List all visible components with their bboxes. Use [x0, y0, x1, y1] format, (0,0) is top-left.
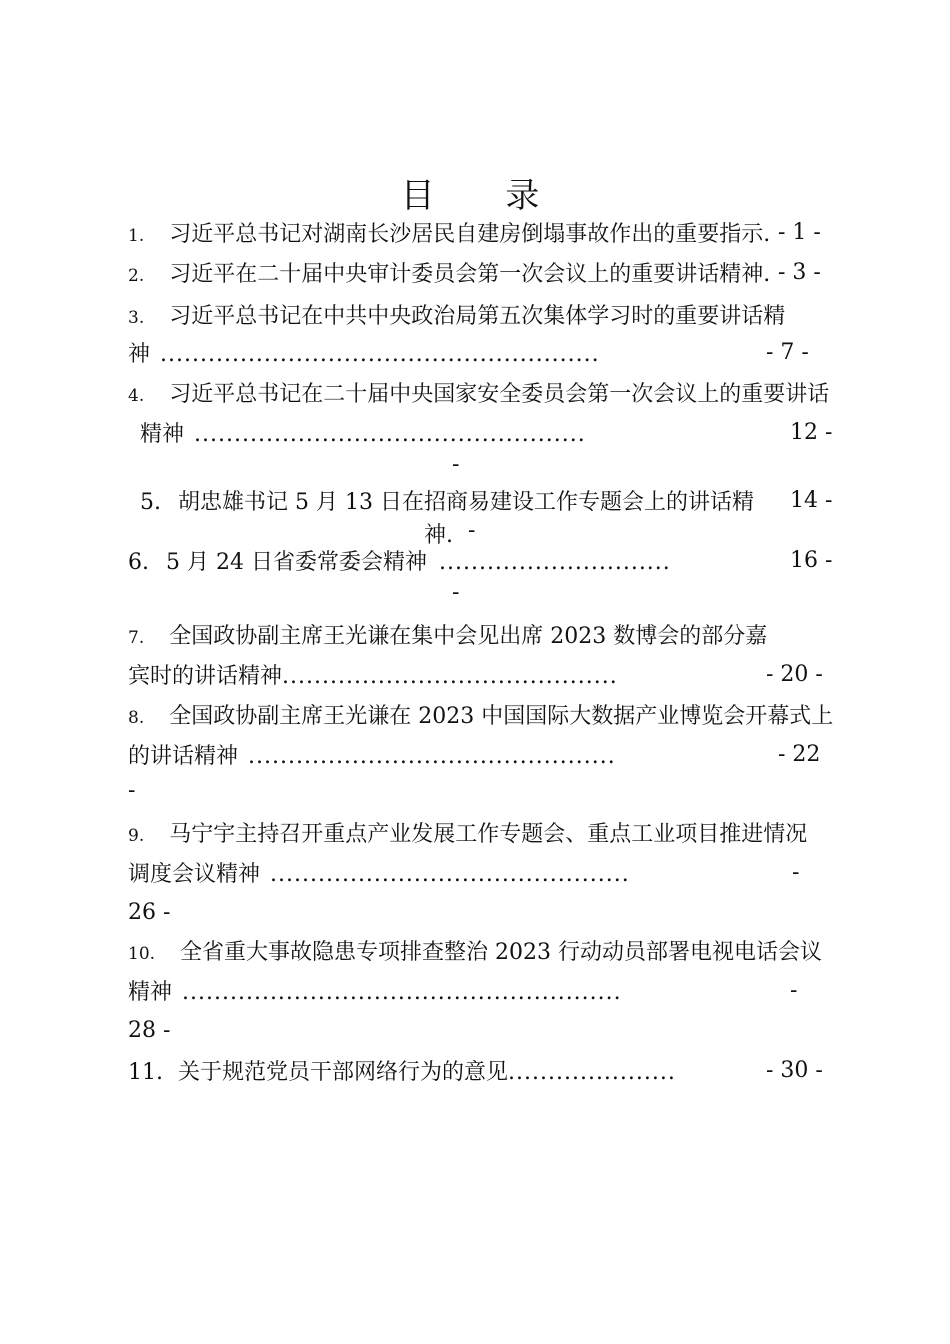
- toc-item-text: 习近平在二十届中央审计委员会第一次会议上的重要讲话精神.: [169, 262, 771, 287]
- toc-item-page: 12 -: [790, 420, 833, 445]
- toc-item-num: 10.: [128, 944, 156, 964]
- toc-item-continuation: 精神 .......................................................: [128, 980, 622, 1005]
- toc-item-2[interactable]: [128, 260, 770, 291]
- toc-item-continuation: 调度会议精神 .............................................: [128, 862, 630, 887]
- toc-item-page: - 1 -: [778, 220, 821, 245]
- toc-item-continuation: 神.: [424, 523, 453, 548]
- toc-item-10[interactable]: [128, 938, 822, 969]
- toc-item-5[interactable]: [140, 488, 754, 518]
- toc-item-page: 16 -: [790, 548, 833, 573]
- toc-item-num: 1.: [128, 226, 145, 246]
- toc-item-11[interactable]: 11. 关于规范党员干部网络行为的意见.....................: [128, 1060, 676, 1085]
- toc-item-num: 11.: [128, 1060, 163, 1085]
- toc-item-continuation: 精神 .................................................: [140, 422, 586, 447]
- toc-item-page: -: [790, 978, 798, 1003]
- toc-item-continuation: 的讲话精神 ..............................................: [128, 744, 616, 769]
- toc-item-6[interactable]: 6. 5 月 24 日省委常委会精神 .............................: [128, 550, 671, 575]
- toc-item-4[interactable]: [128, 380, 829, 411]
- toc-item-8[interactable]: [128, 702, 833, 733]
- toc-item-text: 全省重大事故隐患专项排查整治 2023 行动动员部署电视电话会议: [180, 940, 823, 965]
- toc-item-text: 习近平总书记对湖南长沙居民自建房倒塌事故作出的重要指示.: [169, 222, 771, 247]
- toc-item-page: - 7 -: [766, 340, 809, 365]
- toc-title: 目 录: [400, 176, 570, 216]
- toc-item-page-tail: -: [128, 778, 136, 803]
- toc-item-page: - 3 -: [778, 260, 821, 285]
- toc-item-text: 5 月 24 日省委常委会精神: [166, 550, 427, 575]
- toc-item-text: 关于规范党员干部网络行为的意见: [178, 1060, 509, 1085]
- toc-item-page: 14 -: [790, 488, 833, 513]
- toc-item-num: 8.: [128, 708, 145, 728]
- toc-item-page-tail: -: [452, 452, 460, 477]
- toc-item-num: 2.: [128, 266, 145, 286]
- toc-item-9[interactable]: [128, 820, 807, 851]
- toc-item-continuation: 宾时的讲话精神..........................................: [128, 664, 618, 689]
- toc-item-page: -: [792, 860, 800, 885]
- toc-item-text: 全国政协副主席王光谦在 2023 中国国际大数据产业博览会开幕式上: [169, 704, 834, 729]
- toc-item-text: 马宁宇主持召开重点产业发展工作专题会、重点工业项目推进情况: [169, 822, 808, 847]
- toc-item-num: 7.: [128, 628, 145, 648]
- toc-item-page-tail: 28 -: [128, 1018, 171, 1043]
- toc-item-page: - 20 -: [766, 662, 823, 687]
- toc-item-text: 胡忠雄书记 5 月 13 日在招商易建设工作专题会上的讲话精: [178, 490, 754, 515]
- toc-item-page-tail: -: [452, 580, 460, 605]
- toc-item-page: - 30 -: [766, 1058, 823, 1083]
- toc-item-page: - 22: [778, 742, 821, 767]
- toc-item-3[interactable]: [128, 302, 785, 333]
- toc-item-7[interactable]: [128, 622, 767, 653]
- toc-item-num: 6.: [128, 550, 149, 575]
- toc-item-num: 4.: [128, 386, 145, 406]
- toc-item-text: 全国政协副主席王光谦在集中会见出席 2023 数博会的部分嘉: [169, 624, 768, 649]
- toc-item-1[interactable]: [128, 220, 770, 251]
- toc-item-text: 习近平总书记在二十届中央国家安全委员会第一次会议上的重要讲话: [169, 382, 830, 407]
- toc-item-page-tail: 26 -: [128, 900, 171, 925]
- toc-item-num: 5.: [140, 490, 161, 515]
- toc-item-num: 9.: [128, 826, 145, 846]
- toc-item-continuation: 神 .......................................................: [128, 342, 600, 367]
- toc-item-text: 习近平总书记在中共中央政治局第五次集体学习时的重要讲话精: [169, 304, 786, 329]
- toc-item-num: 3.: [128, 308, 145, 328]
- toc-item-page-tail: -: [468, 518, 476, 543]
